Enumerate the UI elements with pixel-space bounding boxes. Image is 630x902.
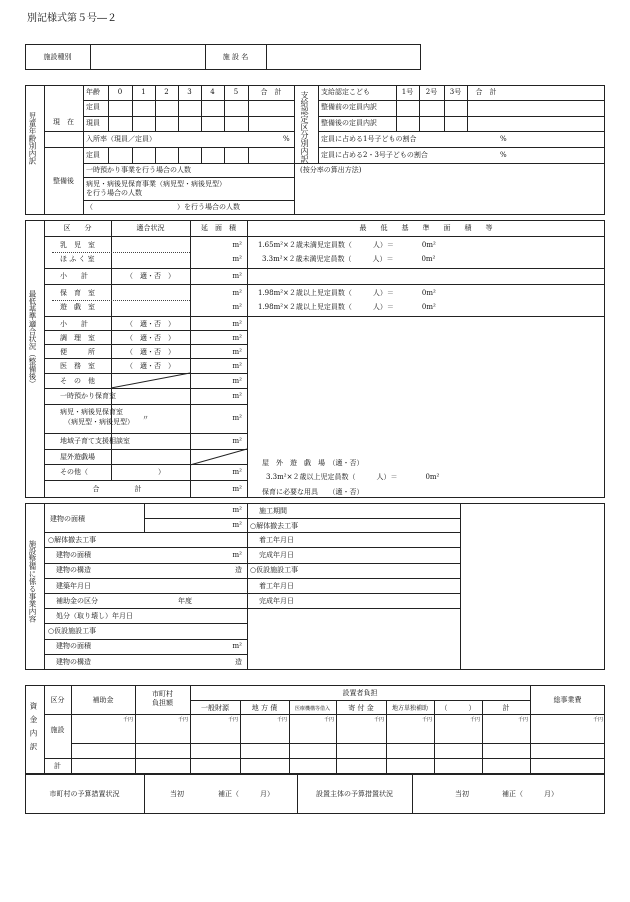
col-medical-loan: 医療機構等借入 xyxy=(294,706,330,712)
std-line-6: 3.3m²×２歳以上児定員数（ 人）＝ 0m² xyxy=(266,473,440,481)
fit-kitchen[interactable]: （ 適・否 ） xyxy=(126,334,175,342)
age-col-2: 2 xyxy=(164,88,169,96)
unit-toilet: m² xyxy=(232,348,242,356)
temp-structure-label: 建物の構造 xyxy=(56,658,91,666)
col-local-subsidy: 地方単独補助 xyxy=(391,705,428,712)
other-care-label: （ ）を行う場合の人数 xyxy=(86,203,240,211)
fit-medical[interactable]: （ 適・否 ） xyxy=(126,362,175,370)
unit-support: m² xyxy=(232,437,242,445)
cert-col-3: 3号 xyxy=(449,88,462,96)
temp-work-label: ○仮設施設工事 xyxy=(48,627,97,635)
row-support-room: 地域子育て支援相談室 xyxy=(60,437,130,445)
facility-type-field[interactable] xyxy=(91,45,204,69)
unit-sick: m² xyxy=(232,414,242,422)
row-kitchen: 調 理 室 xyxy=(60,334,95,342)
yen-loan: 千円 xyxy=(323,717,334,723)
facility-name-field[interactable] xyxy=(267,45,420,69)
building-area-unit-2: m² xyxy=(232,521,242,529)
cert-ratio-1: 定員に占める1号子どもの割合 xyxy=(321,135,417,143)
city-budget-revised[interactable]: 補正（ 月） xyxy=(218,790,274,798)
age-col-5: 5 xyxy=(233,88,239,96)
founder-burden-header: 設置者負担 xyxy=(342,689,378,697)
facility-type-label: 施設種別 xyxy=(43,53,72,61)
sick-care-label-1: 病児・病後児保育事業（病児型・病後児型） xyxy=(86,180,226,188)
cert-col-1: 1号 xyxy=(401,88,414,96)
demolition-area-unit: m² xyxy=(232,551,242,559)
unit-kitchen: m² xyxy=(232,334,242,342)
occupancy-rate-percent: % xyxy=(283,135,290,143)
age-label: 年齢 xyxy=(86,88,100,96)
yen-city: 千円 xyxy=(177,717,188,723)
unit-crawl: m² xyxy=(232,255,242,263)
construction-period-label: 施工期間 xyxy=(259,507,287,515)
cert-ratio-1-percent: % xyxy=(500,135,507,143)
std-line-5: 屋 外 遊 戯 場 （適・否） xyxy=(262,459,364,467)
age-col-4: 4 xyxy=(210,88,215,96)
founder-budget-revised[interactable]: 補正（ 月） xyxy=(502,790,558,798)
row-facility: 施設 xyxy=(50,726,65,734)
current-label: 現 在 xyxy=(53,118,74,126)
yen-donations: 千円 xyxy=(373,717,384,723)
unit-other-1: m² xyxy=(232,377,242,385)
unit-subtotal-1: m² xyxy=(232,272,242,280)
subsidy-division-label: 補助金の区分 xyxy=(56,597,98,605)
fit-toilet[interactable]: （ 適・否 ） xyxy=(126,348,175,356)
col-general-funds: 一般財源 xyxy=(201,704,229,712)
fiscal-year-label: 年度 xyxy=(178,597,192,605)
col-founder-total: 計 xyxy=(502,704,510,712)
row-other-1: そ の 他 xyxy=(60,377,95,385)
temp-care-label: 一時預かり事業を行う場合の人数 xyxy=(86,166,191,174)
built-date-label: 建築年月日 xyxy=(56,582,91,590)
founder-budget-label: 設置主体の予算措置状況 xyxy=(316,790,393,798)
unit-care: m² xyxy=(232,289,242,297)
demolition-structure-label: 建物の構造 xyxy=(56,566,91,574)
std-line-7: 保育に必要な用具 （適・否） xyxy=(262,488,364,496)
facility-name-label: 施 設 名 xyxy=(222,53,249,61)
cert-col-total: 合 計 xyxy=(475,88,497,96)
yen-subsidy: 千円 xyxy=(122,717,133,723)
row-care-room: 保 育 室 xyxy=(60,289,95,297)
funding-division-header: 区分 xyxy=(50,696,65,704)
after-capacity-label: 定員 xyxy=(86,151,100,159)
demolition-end-label: 完成年月日 xyxy=(259,551,294,559)
demolition-right-label: ○解体撤去工事 xyxy=(250,522,299,530)
unit-nursery: m² xyxy=(232,241,242,249)
row-nursery: 乳 児 室 xyxy=(60,241,95,249)
ditto-mark: 〃 xyxy=(142,414,149,422)
cert-col-2: 2号 xyxy=(425,88,438,96)
age-col-3: 3 xyxy=(187,88,192,96)
yen-project-total: 千円 xyxy=(592,717,603,723)
sick-care-label-2: を行う場合の人数 xyxy=(86,189,142,197)
occupancy-rate-label: 入所率（現員／定員） xyxy=(86,135,156,143)
yen-other: 千円 xyxy=(469,717,480,723)
temp-end-label: 完成年月日 xyxy=(259,597,294,605)
yen-founder-total: 千円 xyxy=(517,717,528,723)
row-sick-care-1: 病児・病後児保育室 xyxy=(60,408,123,416)
row-play-room: 遊 戯 室 xyxy=(60,303,95,311)
temp-structure-unit: 造 xyxy=(235,658,242,666)
city-burden-header-2: 負担額 xyxy=(152,699,173,707)
col-donations: 寄 付 金 xyxy=(348,704,374,712)
project-side-label: 施設整備に係る事業内容 xyxy=(28,540,37,623)
col-other-paren: （ ） xyxy=(440,704,476,712)
current-actual-label: 現員 xyxy=(86,119,100,127)
demolition-label: ○解体撤去工事 xyxy=(48,536,97,544)
temp-area-label: 建物の面積 xyxy=(56,642,91,650)
certification-side-label: 支給認定区分別内訳 xyxy=(300,91,309,163)
form-title: 別記様式第５号―２ xyxy=(27,13,117,24)
city-burden-header-1: 市町村 xyxy=(152,690,173,698)
row-crawl: ほ ふ く 室 xyxy=(60,255,95,263)
cert-ratio-2-percent: % xyxy=(500,151,507,159)
unit-play: m² xyxy=(232,303,242,311)
yen-local: 千円 xyxy=(421,717,432,723)
minimum-standard-side-label: 最低基準適合状況（整備後） xyxy=(28,290,37,388)
unit-subtotal-2: m² xyxy=(232,320,242,328)
cert-note: (按分率の算出方法) xyxy=(300,166,362,174)
std-line-3: 1.98m²×２歳以上児定員数（ 人）＝ 0m² xyxy=(258,289,436,297)
building-area-label: 建物の面積 xyxy=(50,515,85,523)
demolition-start-label: 着工年月日 xyxy=(259,536,294,544)
temp-start-label: 着工年月日 xyxy=(259,582,294,590)
unit-other-2: m² xyxy=(232,468,242,476)
col-fit: 適合状況 xyxy=(136,224,165,232)
col-min-standard: 最 低 基 準 面 積 等 xyxy=(359,224,493,232)
yen-bonds: 千円 xyxy=(276,717,287,723)
city-budget-initial[interactable]: 当初 xyxy=(170,790,184,798)
row-subtotal-1: 小 計 xyxy=(60,272,88,280)
row-sick-care-2: （病児型・病後児型） xyxy=(64,418,134,426)
age-col-0: 0 xyxy=(117,88,123,96)
row-toilet: 便 所 xyxy=(60,348,95,356)
current-capacity-label: 定員 xyxy=(86,103,100,111)
row-other-2: その他（ ） xyxy=(60,468,165,476)
fit-subtotal-2[interactable]: （ 適・否 ） xyxy=(126,320,175,328)
disposal-date-label: 処分（取り壊し）年月日 xyxy=(56,612,133,620)
age-col-total: 合 計 xyxy=(260,88,282,96)
demolition-area-label: 建物の面積 xyxy=(56,551,91,559)
unit-temp: m² xyxy=(232,392,242,400)
unit-medical: m² xyxy=(232,362,242,370)
col-project-total: 総事業費 xyxy=(553,696,582,704)
age-breakdown-side-label: 児童年齢別内訳 xyxy=(28,112,37,165)
row-subtotal-2: 小 計 xyxy=(60,320,88,328)
demolition-structure-unit: 造 xyxy=(235,566,242,574)
row-outdoor: 屋外遊戯場 xyxy=(60,453,95,461)
row-funding-total: 計 xyxy=(54,762,61,770)
cert-ratio-2: 定員に占める2・3号子どもの割合 xyxy=(321,151,428,159)
std-line-2: 3.3m²×２歳未満児定員数（ 人）＝ 0m² xyxy=(262,255,436,263)
temp-area-unit: m² xyxy=(232,642,242,650)
project-content-section xyxy=(25,503,605,670)
cert-row-after: 整備後の定員内訳 xyxy=(321,119,377,127)
row-total: 合 計 xyxy=(92,485,142,493)
fit-subtotal-1[interactable]: （ 適・否 ） xyxy=(126,272,175,280)
temp-work-right-label: ○仮設施設工事 xyxy=(250,566,299,574)
city-budget-label: 市町村の予算措置状況 xyxy=(49,790,120,798)
row-medical: 医 務 室 xyxy=(60,362,95,370)
std-line-4: 1.98m²×２歳以上児定員数（ 人）＝ 0m² xyxy=(258,303,436,311)
founder-budget-initial[interactable]: 当初 xyxy=(455,790,469,798)
unit-total: m² xyxy=(232,485,242,493)
cert-header: 支給認定こども xyxy=(321,88,370,96)
building-area-unit-1: m² xyxy=(232,506,242,514)
cert-row-before: 整備前の定員内訳 xyxy=(321,103,377,111)
col-local-bonds: 地 方 債 xyxy=(251,704,278,712)
col-division: 区 分 xyxy=(63,224,92,232)
subsidy-header: 補助金 xyxy=(92,696,114,704)
yen-general: 千円 xyxy=(227,717,238,723)
age-col-1: 1 xyxy=(141,88,146,96)
funding-side-label: 資金内訳 xyxy=(29,702,38,756)
row-temp-care: 一時預かり保育室 xyxy=(60,392,116,400)
col-floor-area: 延 面 積 xyxy=(201,224,236,232)
after-label: 整備後 xyxy=(53,177,74,185)
std-line-1: 1.65m²×２歳未満児定員数（ 人）＝ 0m² xyxy=(258,241,436,249)
